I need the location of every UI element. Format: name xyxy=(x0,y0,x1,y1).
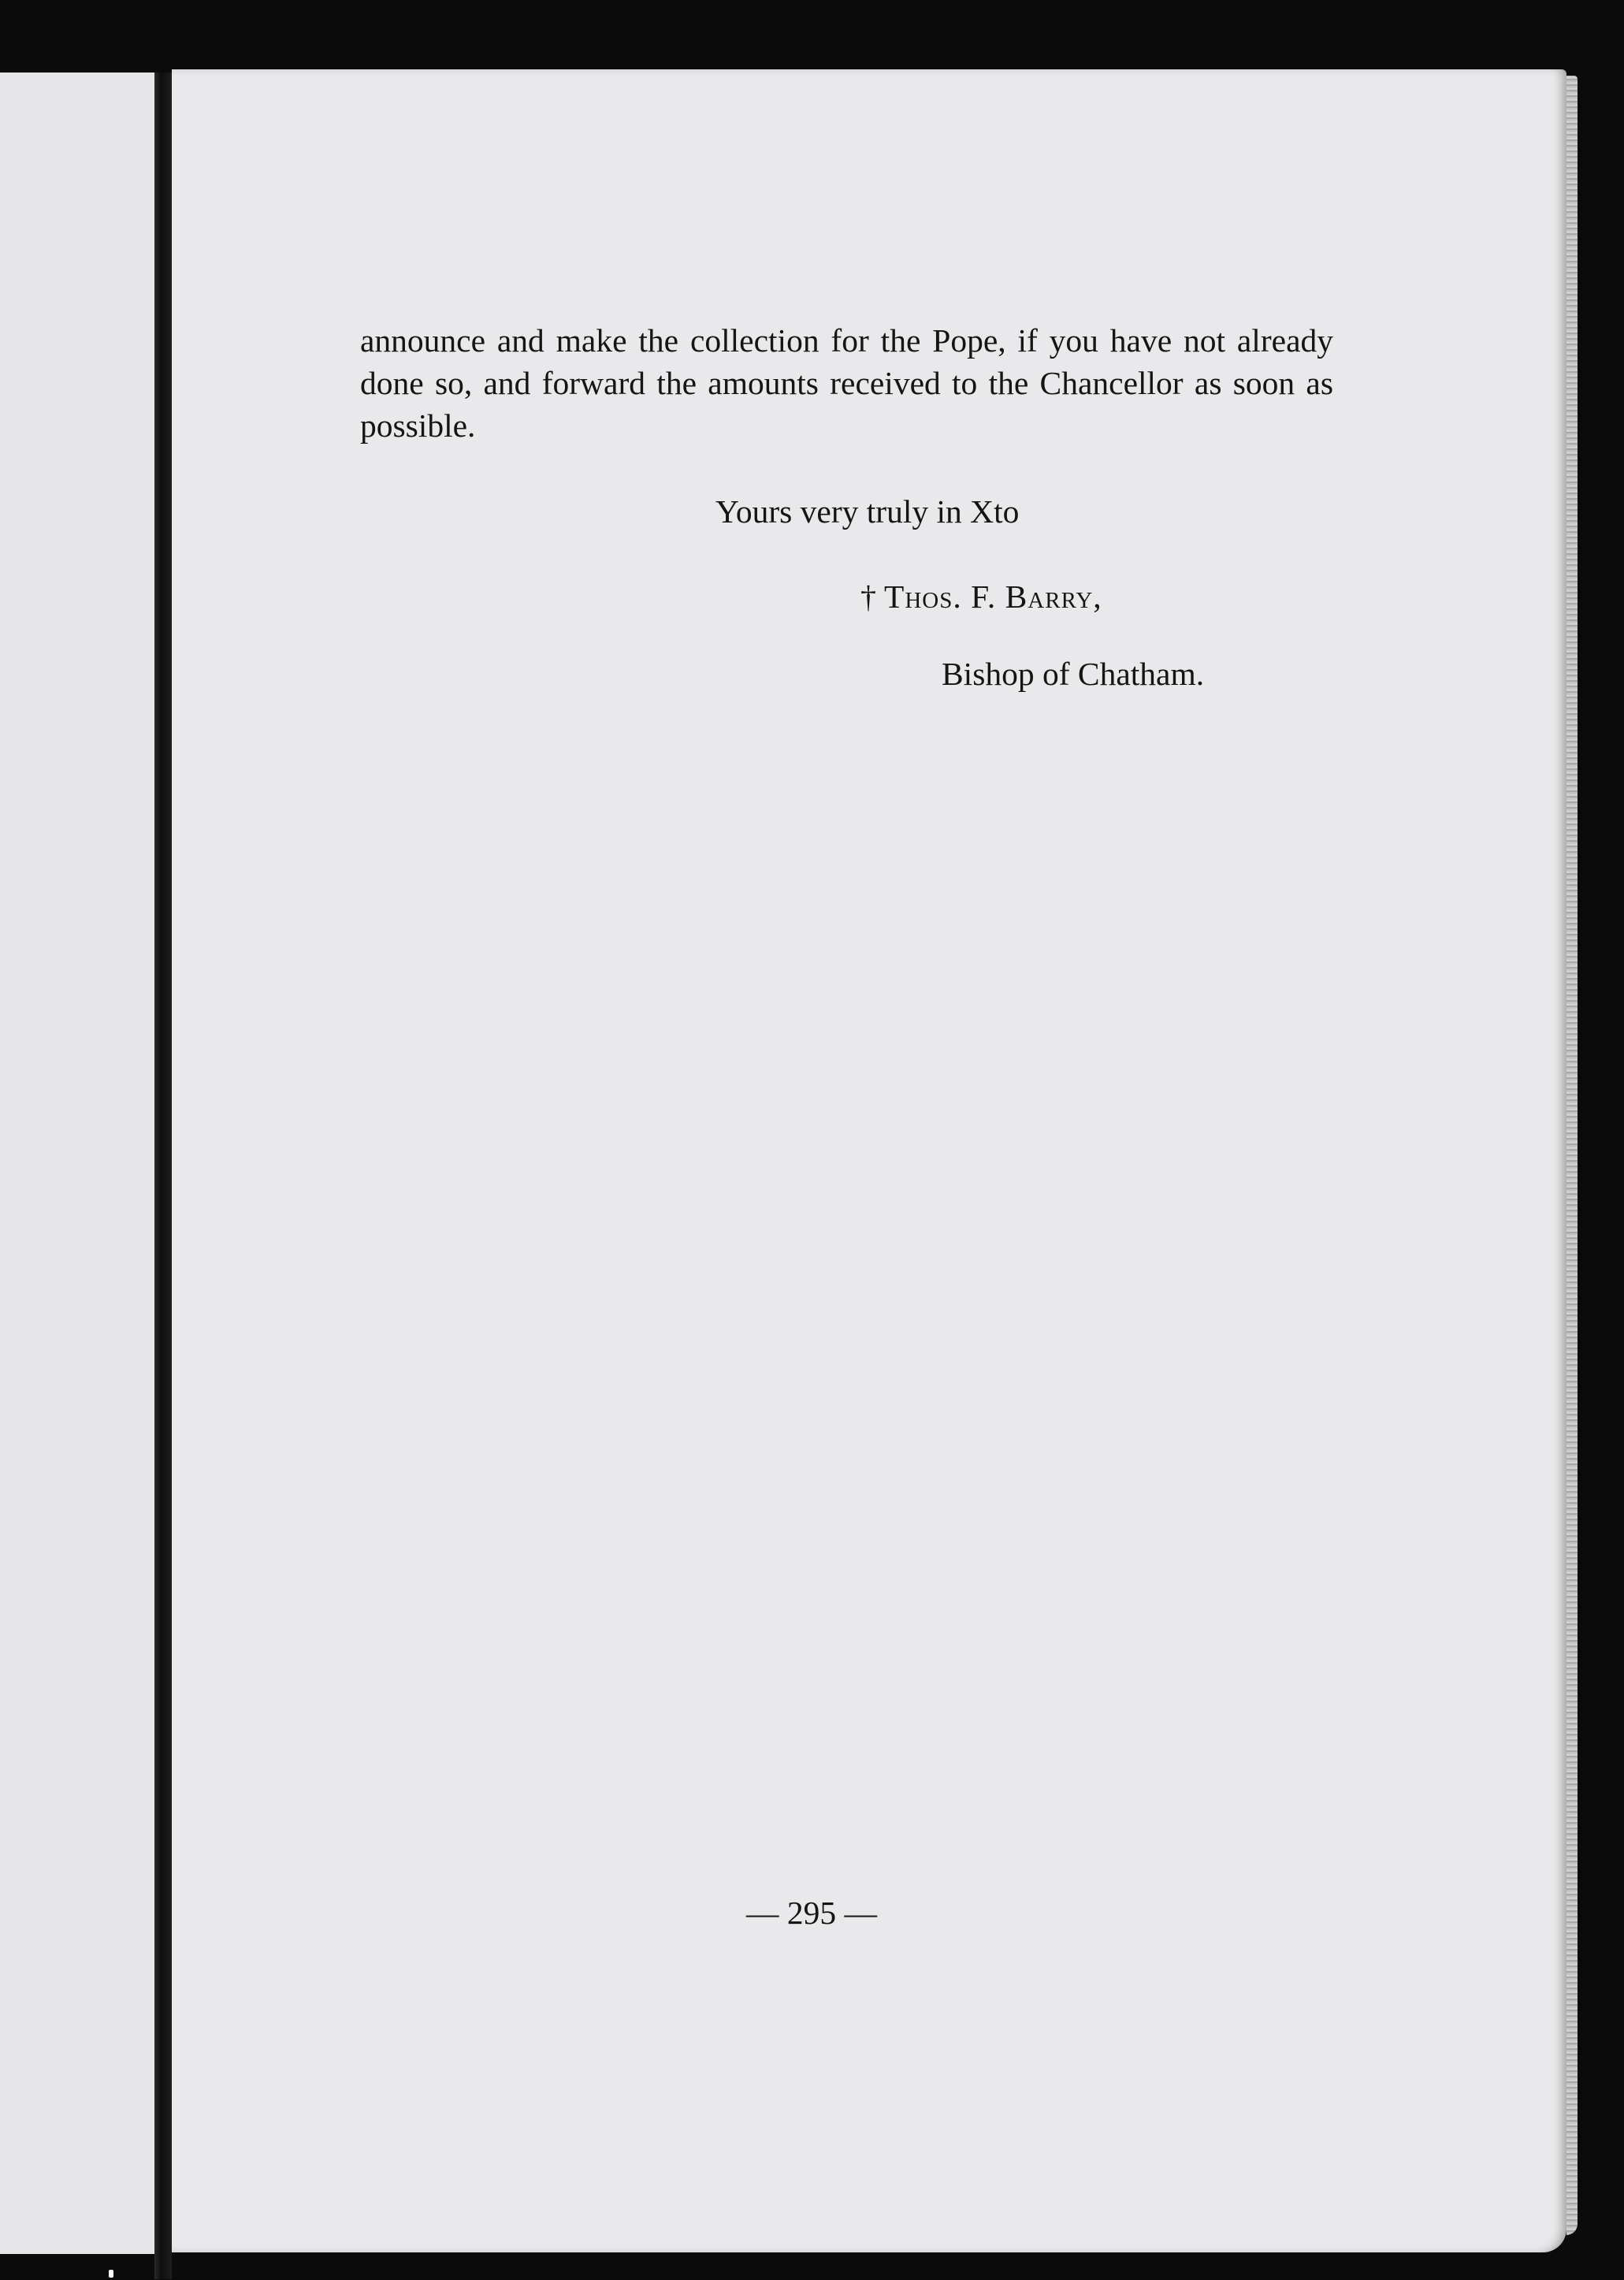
cross-icon: † xyxy=(860,579,876,615)
signatory-title: Bishop of Chatham. xyxy=(942,656,1205,692)
facing-page-edge xyxy=(0,73,154,2254)
page-number: — 295 — xyxy=(746,1895,877,1931)
signatory-name: Thos. F. Barry, xyxy=(884,578,1102,615)
signature-line xyxy=(860,575,1102,619)
closing-salutation: Yours very truly in Xto xyxy=(715,493,1020,530)
scan-speck xyxy=(109,2270,113,2278)
book-spine xyxy=(154,73,172,2279)
page-stack-edge xyxy=(1566,76,1578,2235)
body-paragraph: announce and make the collection for the Pope, if you have not already done so, and forward the amounts received to the Chancellor as soon as possible. xyxy=(360,322,1333,444)
